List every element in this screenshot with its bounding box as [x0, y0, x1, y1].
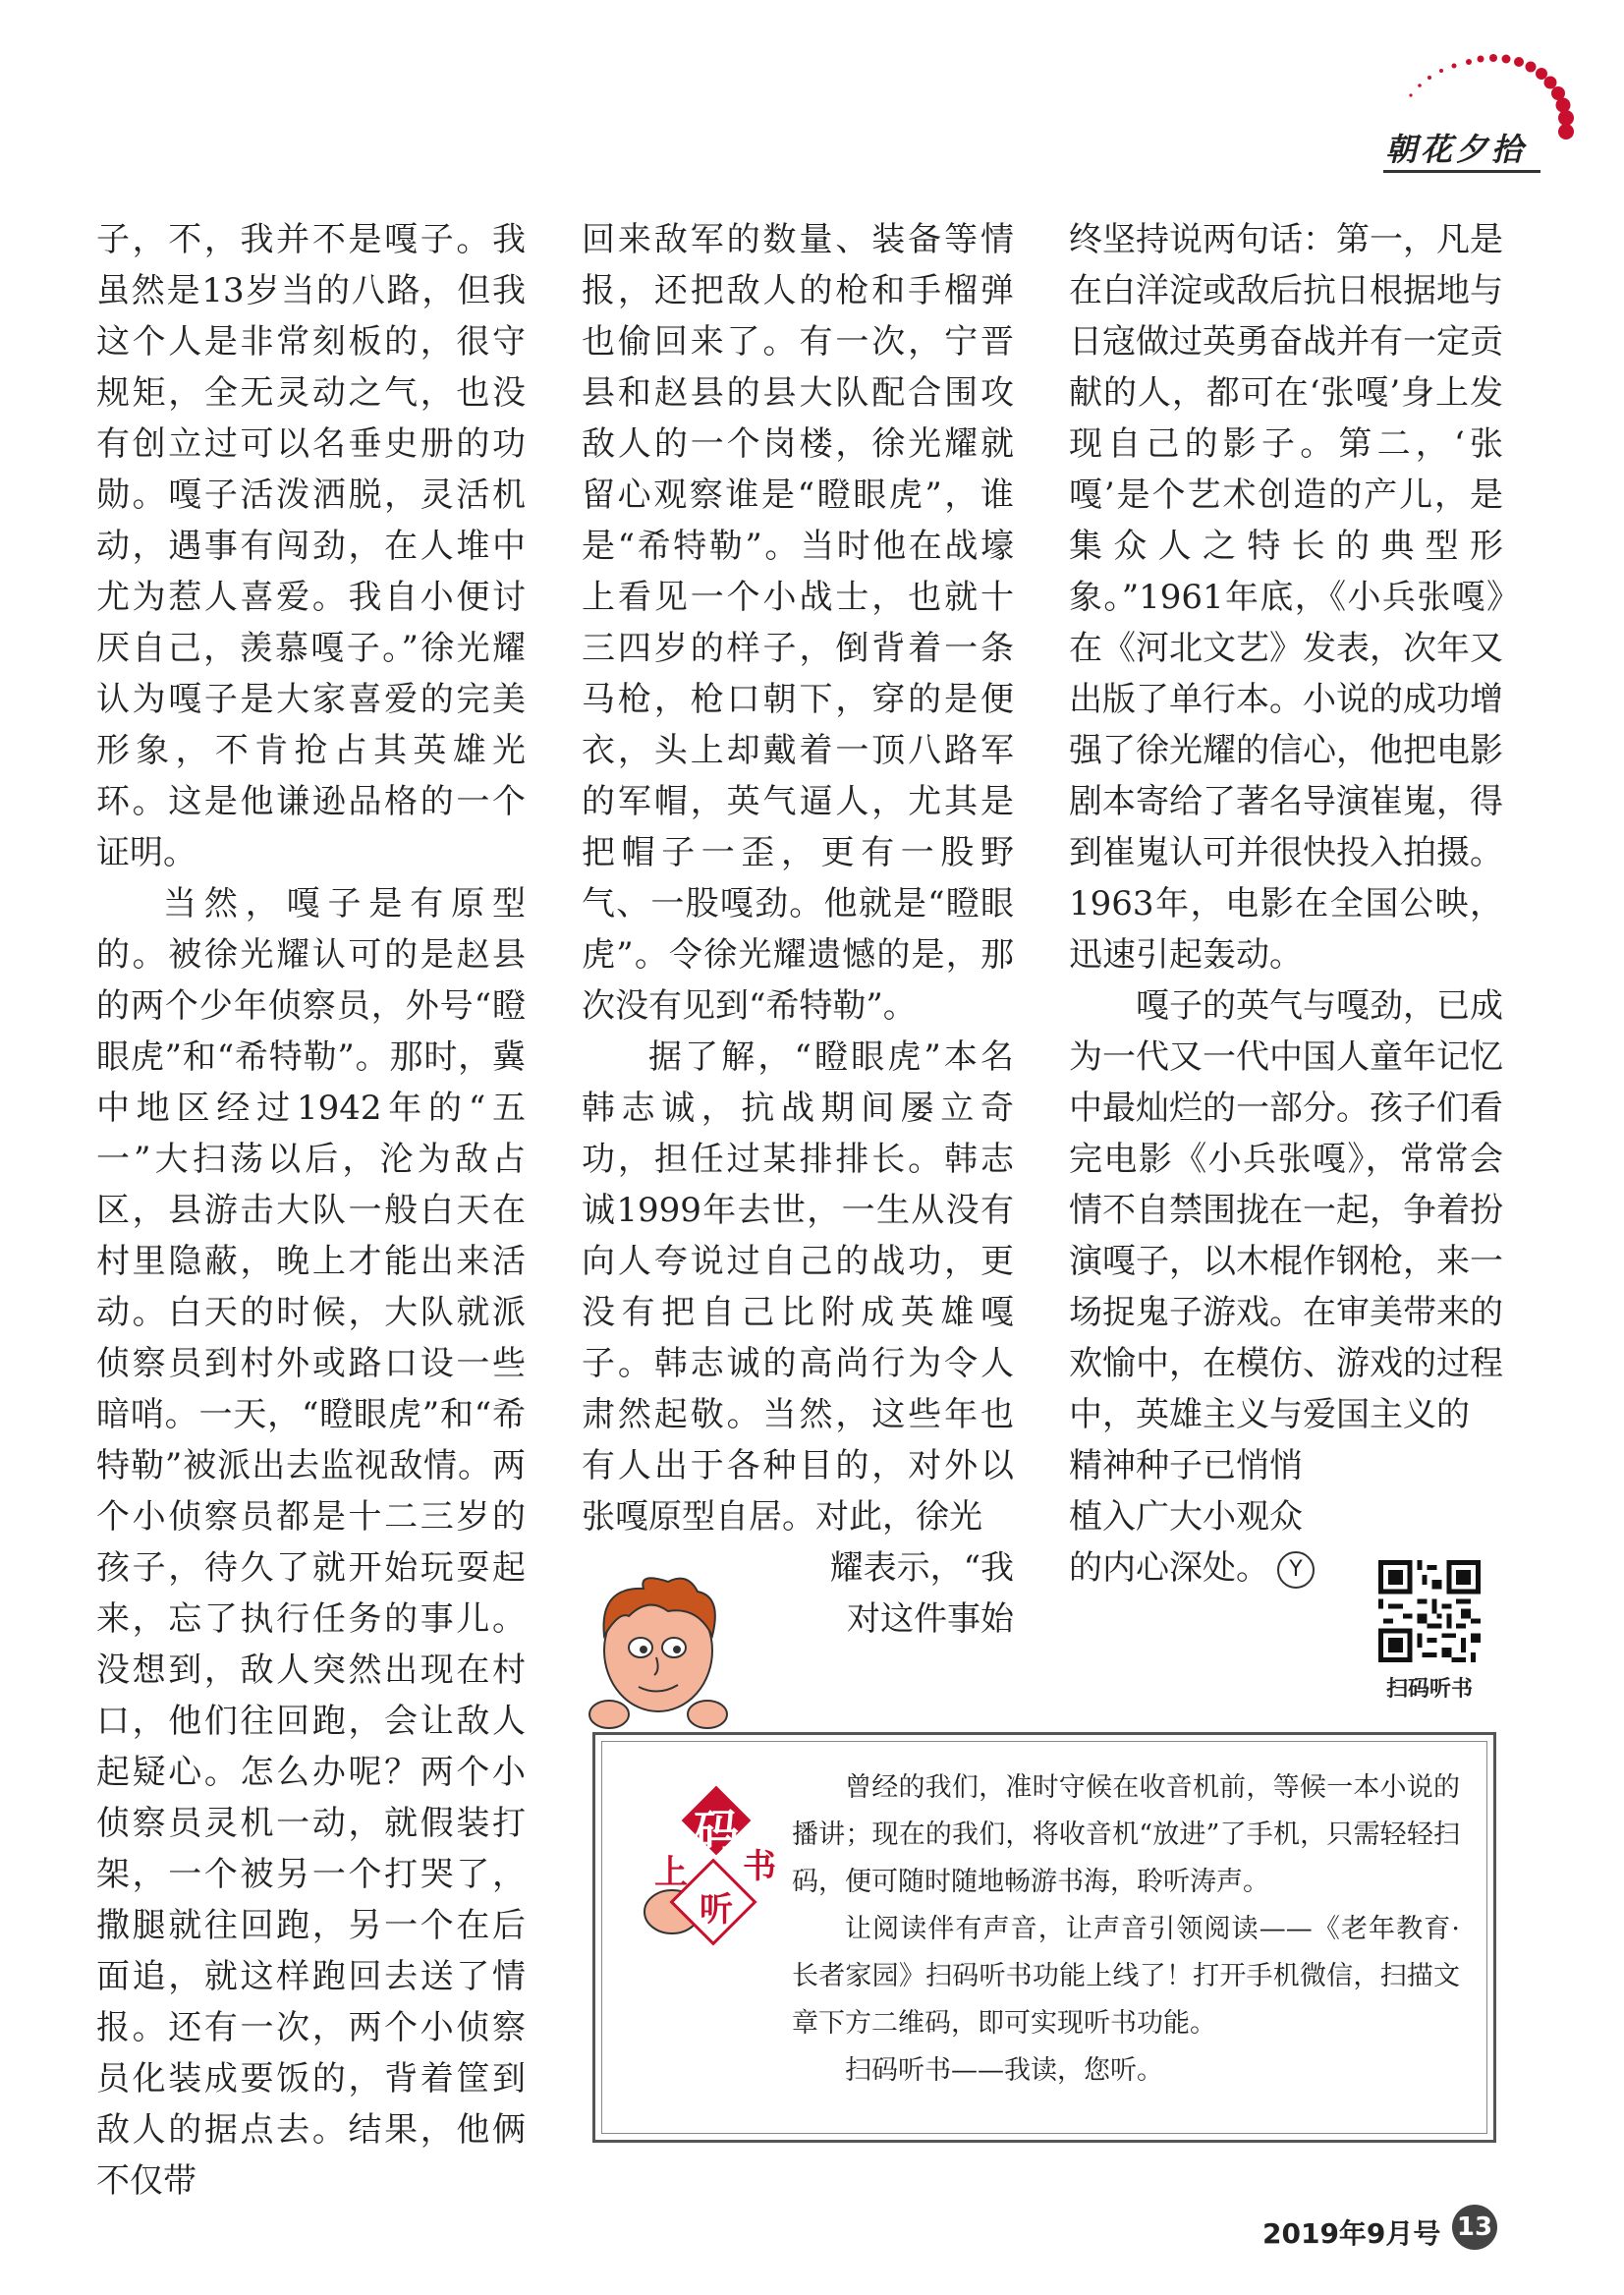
paragraph: 终坚持说两句话：第一，凡是在白洋淀或敌后抗日根据地与日寇做过英勇奋战并有一定贡献的人，都可在‘张嘎’身上发现自己的影子。第二，‘张嘎’是个艺术创造的产儿，是集众人之特长的典型形象。”1961年底，《小兵张嘎》在《河北文艺》发表，次年又出版了单行本。小说的成功增强了徐光耀的信心，他把电影剧本寄给了著名导演崔嵬，得到崔嵬认可并很快投入拍摄。1963年，电影在全国公映，迅速引起轰动。	[1069, 220, 1503, 975]
article-column-2	[582, 214, 1014, 1645]
article-column-1	[96, 214, 526, 2207]
badge-main: 码	[694, 1805, 739, 1858]
badge-right: 书	[743, 1847, 776, 1886]
cartoon-boy-icon	[550, 1567, 786, 1744]
info-text	[792, 1764, 1460, 2095]
article-column-3	[1069, 214, 1503, 1594]
header-rule	[1383, 170, 1540, 173]
qr-code-icon[interactable]	[1378, 1560, 1481, 1662]
qr-caption: 扫码听书	[1385, 1677, 1473, 1702]
info-paragraph: 曾经的我们，准时守候在收音机前，等候一本小说的播讲；现在的我们，将收音机“放进”了手机，只需轻轻扫码，便可随时随地畅游书海，聆听涛声。	[792, 1772, 1460, 1897]
paragraph: 回来敌军的数量、装备等情报，还把敌人的枪和手榴弹也偷回来了。有一次，宁晋县和赵县的县大队配合围攻敌人的一个岗楼，徐光耀就留心观察谁是“瞪眼虎”，谁是“希特勒”。当时他在战壕上看见一个小战士，也就十三四岁的样子，倒背着一条马枪，枪口朝下，穿的是便衣，头上却戴着一顶八路军的军帽，英气逼人，尤其是把帽子一歪，更有一股野气、一股嘎劲。他就是“瞪眼虎”。令徐光耀遗憾的是，那次没有见到“希特勒”。	[582, 220, 1014, 1026]
tail-line: 耀表示，“我	[829, 1548, 1014, 1588]
paragraph: 当然，嘎子是有原型的。被徐光耀认可的是赵县的两个少年侦察员，外号“瞪眼虎”和“希特勒”。那时，冀中地区经过1942年的“五一”大扫荡以后，沦为敌占区，县游击大队一般白天在村里隐蔽，晚上才能出来活动。白天的时候，大队就派侦察员到村外或路口设一些暗哨。一天，“瞪眼虎”和“希特勒”被派出去监视敌情。两个小侦察员都是十二三岁的孩子，待久了就开始玩耍起来，忘了执行任务的事儿。没想到，敌人突然出现在村口，他们往回跑，会让敌人起疑心。怎么办呢？两个小侦察员灵机一动，就假装打架，一个被另一个打哭了，撒腿就往回跑，另一个在后面追，就这样跑回去送了情报。还有一次，两个小侦察员化装成要饭的，背着筐到敌人的据点去。结果，他俩不仅带	[96, 884, 526, 2201]
page-number: 13	[1452, 2205, 1497, 2250]
badge-bottom: 听	[700, 1890, 733, 1930]
badge-left: 上	[654, 1853, 688, 1892]
issue-label: 2019年9月号	[1262, 2217, 1441, 2250]
tail-line: 的内心深处。	[1069, 1548, 1269, 1588]
section-title: 朝花夕拾	[1385, 131, 1528, 168]
tail-line: 植入广大小观众	[1069, 1497, 1303, 1537]
section-header	[1307, 54, 1592, 172]
tail-line: 对这件事始	[847, 1599, 1014, 1639]
paragraph: 嘎子的英气与嘎劲，已成为一代又一代中国人童年记忆中最灿烂的一部分。孩子们看完电影《小兵张嘎》，常常会情不自禁围拢在一起，争着扮演嘎子，以木棍作钢枪，来一场捉鬼子游戏。在审美带来的欢愉中，在模仿、游戏的过程中，英雄主义与爱国主义的	[1069, 986, 1503, 1434]
end-mark-icon: Y	[1277, 1551, 1315, 1589]
info-paragraph: 让阅读伴有声音，让声音引领阅读——《老年教育·长者家园》扫码听书功能上线了！打开手机微信，扫描文章下方二维码，即可实现听书功能。	[792, 1914, 1460, 2039]
tail-line: 精神种子已悄悄	[1069, 1446, 1303, 1485]
info-paragraph: 扫码听书——我读，您听。	[845, 2055, 1163, 2086]
paragraph: 据了解，“瞪眼虎”本名韩志诚，抗战期间屡立奇功，担任过某排排长。韩志诚1999年去世，一生从没有向人夸说过自己的战功，更没有把自己比附成英雄嘎子。韩志诚的高尚行为令人肃然起敬。当然，这些年也有人出于各种目的，对外以张嘎原型自居。对此，徐光	[582, 1037, 1014, 1537]
paragraph: 子，不，我并不是嘎子。我虽然是13岁当的八路，但我这个人是非常刻板的，很守规矩，全无灵动之气，也没有创立过可以名垂史册的功勋。嘎子活泼洒脱，灵活机动，遇事有闯劲，在人堆中尤为惹人喜爱。我自小便讨厌自己，羡慕嘎子。”徐光耀认为嘎子是大家喜爱的完美形象，不肯抢占其英雄光环。这是他谦逊品格的一个证明。	[96, 220, 526, 872]
scan-to-listen-box	[592, 1732, 1496, 2143]
qr-block[interactable]	[1375, 1560, 1484, 1703]
